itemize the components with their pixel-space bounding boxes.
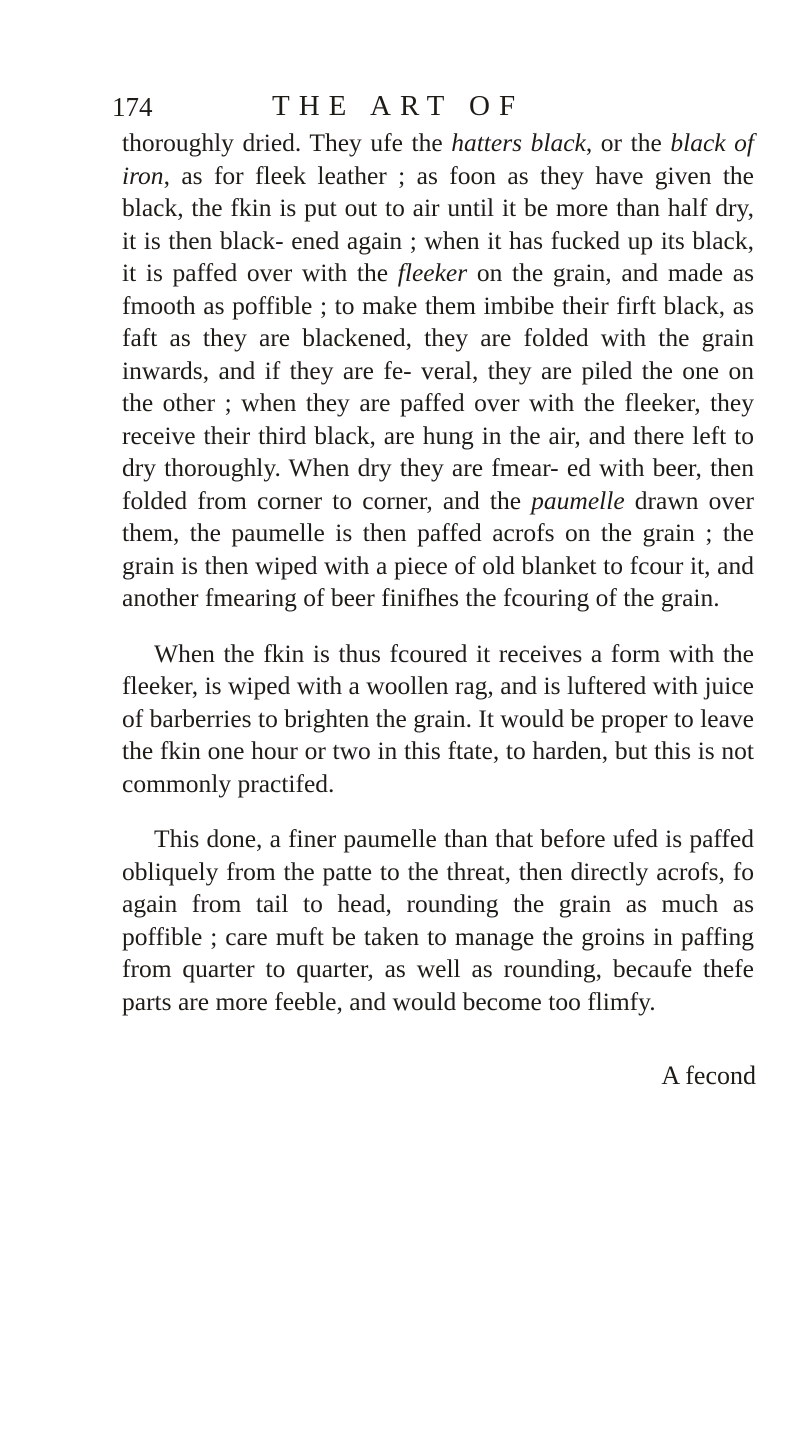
italic-term: fleeker [397,258,468,287]
text-run: When the fkin is thus fcoured it receives a form with the fleeker, is wiped with a woollen rag, and is luftered with juice of barberries to brighten the grain. It would be proper to leave the fkin one hour or two in this ftate, to harden, but this is not commonly practifed. [122,638,754,798]
page-number: 174 [112,92,153,122]
paragraph [122,638,754,801]
italic-term: black of iron [122,128,754,190]
text-run: , as for fleek leather ; as foon as they have given the black, the fkin is put out to air until it be more than half dry, it is then black- ened again ; when it has fucked up its black, it is paffed over with the [122,160,754,287]
paragraph [122,127,754,615]
catchword: A fecond [661,1061,756,1090]
text-run: drawn over them, the paumelle is then paffed acrofs on the grain ; the grain is then wiped with a piece of old blanket to fcour it, and another fmearing of beer finifhes the fcouring of the grain. [122,485,754,612]
body-text [122,127,754,1018]
running-title: THE ART OF [272,90,525,122]
text-run: on the grain, and made as fmooth as poffible ; to make them imbibe their firft black, as faft as they are blackened, they are folded with the grain inwards, and if they are fe- veral, they are piled the one on the other ; when they are paffed over with the fleeker, they receive their third black, are hung in the air, and there left to dry thoroughly. When dry they are fmear- ed with beer, then folded from corner to corner, and the [122,258,755,515]
text-run: , or the [585,128,671,157]
text-run: thoroughly dried. They ufe the [122,128,452,157]
paragraph [122,823,754,1018]
running-head [112,92,752,126]
text-run: This done, a finer paumelle than that before ufed is paffed obliquely from the patte to the threat, then directly acrofs, fo again from tail to head, rounding the grain as much as poffible ; care muft be taken to manage the groins in paffing from quarter to quarter, as well as rounding, becaufe thefe parts are more feeble, and would become too flimfy. [122,824,754,1016]
italic-term: paumelle [531,485,625,515]
italic-term: hatters black [451,128,586,157]
